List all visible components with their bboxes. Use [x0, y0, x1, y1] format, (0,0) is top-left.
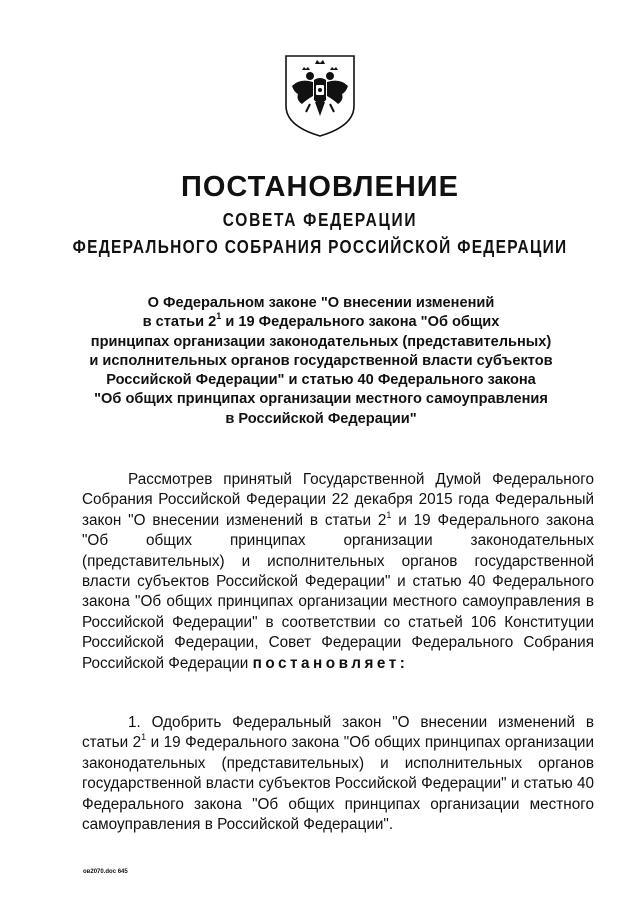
resolution-paragraph: 1. Одобрить Федеральный закон "О внесении изменений в статьи $2^1$ и 19 Федерального закона "Об общих принципах организации законодательных (представительных) и исполнительных органов государственной власти субъектов Российской Федерации" и статью 40 Федерального закона "Об общих принципах организации местного самоуправления в Российской Федерации". [82, 714, 595, 834]
document-subtitle-1: СОВЕТА ФЕДЕРАЦИИ [222, 210, 418, 230]
heading-line: в статьи $2^1$ и 19 Федерального закона "Об общих [142, 311, 500, 331]
decree-word: постановляет: [252, 654, 409, 672]
document-subtitle-2: ФЕДЕРАЛЬНОГО СОБРАНИЯ РОССИЙСКОЙ ФЕДЕРАЦИИ [72, 237, 568, 257]
document-title: ПОСТАНОВЛЕНИЕ [181, 171, 459, 203]
heading-line: в Российской Федерации" [225, 410, 417, 427]
file-reference: ов2070.doc 645 [83, 869, 128, 875]
heading-line: и исполнительных органов государственной власти субъектов [89, 352, 553, 369]
preamble-paragraph: Рассмотрев принятый Государственной Думой Федерального Собрания Российской Федерации 22 декабря 2015 года Федеральный закон "О внесении изменений в статьи $2^1$ и 19 Федерального закона "Об общих принципах организации законодательных (представительных) и исполнительных органов государственной власти субъектов Российской Федерации" и статью 40 Федерального закона "Об общих принципах организации местного самоуправления в Российской Федерации" в соответствии со статьей 106 Конституции Российской Федерации, Совет Федерации Федерального Собрания Российской Федерации постановляет: [82, 471, 595, 672]
heading-line: Российской Федерации" и статью 40 Федерального закона [106, 372, 536, 389]
heading-line: "Об общих принципах организации местного самоуправления [94, 391, 548, 408]
coat-of-arms-icon [282, 52, 358, 138]
law-heading [80, 294, 562, 429]
heading-line: принципах организации законодательных (представительных) [90, 333, 552, 350]
heading-line: О Федеральном законе "О внесении изменений [147, 295, 495, 311]
